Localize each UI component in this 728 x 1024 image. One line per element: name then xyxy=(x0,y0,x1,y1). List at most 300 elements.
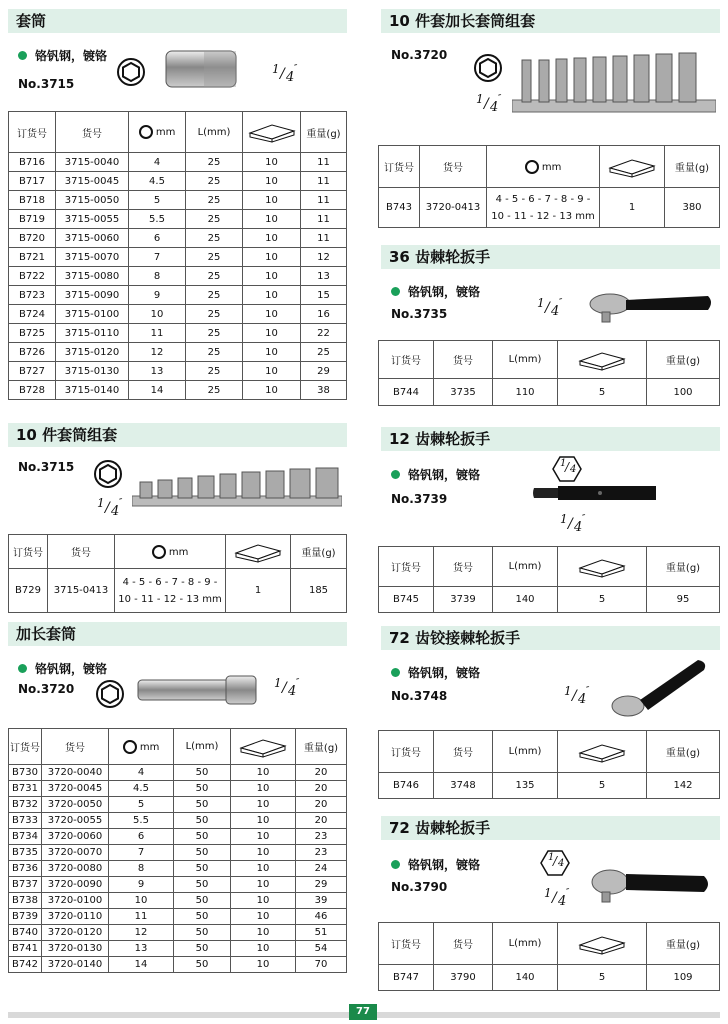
package-icon xyxy=(234,541,282,563)
cell: 25 xyxy=(186,267,243,286)
package-icon xyxy=(576,556,628,578)
col-order-no: 订货号 xyxy=(9,112,56,153)
cell: 3748 xyxy=(434,773,493,799)
cell: B734 xyxy=(9,829,42,845)
cell: B718 xyxy=(9,191,56,210)
hex-icon xyxy=(94,460,122,488)
cell: 23 xyxy=(296,845,347,861)
col-weight: 重量(g) xyxy=(296,729,347,765)
cell: B733 xyxy=(9,813,42,829)
cell: 3720-0110 xyxy=(42,909,109,925)
cell: 6 xyxy=(129,229,186,248)
col-item-no: 货号 xyxy=(420,146,487,188)
cell: 5.5 xyxy=(129,210,186,229)
socket-image xyxy=(160,45,242,93)
cell: 25 xyxy=(186,210,243,229)
cell: 10 xyxy=(231,829,296,845)
ratchet-12-image xyxy=(530,480,660,506)
cell: B719 xyxy=(9,210,56,229)
cell: 3715-0055 xyxy=(56,210,129,229)
cell: 3720-0140 xyxy=(42,957,109,973)
longset-table xyxy=(378,145,720,228)
cell: 10 xyxy=(243,153,301,172)
cell: 10 xyxy=(243,191,301,210)
cell: 22 xyxy=(301,324,347,343)
cell: 20 xyxy=(296,797,347,813)
table-row xyxy=(9,267,347,286)
cell: 5 xyxy=(558,965,647,991)
cell: 12 xyxy=(301,248,347,267)
col-order-no: 订货号 xyxy=(9,729,42,765)
cell: B723 xyxy=(9,286,56,305)
cell: B745 xyxy=(379,587,434,613)
cell: 7 xyxy=(109,845,174,861)
material-text: 铬钒钢，镀铬 xyxy=(35,662,108,676)
col-pack xyxy=(226,535,291,569)
col-item-no: 货号 xyxy=(56,112,129,153)
cell: B737 xyxy=(9,877,42,893)
drive-size-set10: 1 / 4 ″ xyxy=(97,496,123,519)
cell: 20 xyxy=(296,765,347,781)
cell: 24 xyxy=(296,861,347,877)
cell: B736 xyxy=(9,861,42,877)
ratchet-72-image xyxy=(590,864,714,906)
bullet-icon xyxy=(391,860,400,869)
cell: 50 xyxy=(174,813,231,829)
cell: 50 xyxy=(174,909,231,925)
cell: 54 xyxy=(296,941,347,957)
cell: 16 xyxy=(301,305,347,324)
cell: 3715-0140 xyxy=(56,381,129,400)
cell: 14 xyxy=(129,381,186,400)
col-order-no: 订货号 xyxy=(379,341,434,379)
cell: 11 xyxy=(109,909,174,925)
cell: 3720-0070 xyxy=(42,845,109,861)
material-r12 xyxy=(391,466,480,483)
cell: B727 xyxy=(9,362,56,381)
r72h-table xyxy=(378,730,720,799)
cell: 25 xyxy=(186,381,243,400)
cell: 3720-0060 xyxy=(42,829,109,845)
cell: 11 xyxy=(301,172,347,191)
material-socket xyxy=(18,47,107,64)
table-row xyxy=(9,229,347,248)
cell: 3720-0120 xyxy=(42,925,109,941)
table-row xyxy=(9,861,347,877)
cell: 3715-0040 xyxy=(56,153,129,172)
drive-size-r72h: 1 / 4 ″ xyxy=(564,684,590,707)
cell: 10 xyxy=(231,797,296,813)
r12-table xyxy=(378,546,720,613)
model-number-r12: No.3739 xyxy=(391,492,448,506)
cell: 46 xyxy=(296,909,347,925)
table-row xyxy=(9,381,347,400)
cell: 25 xyxy=(186,362,243,381)
col-length: L(mm) xyxy=(493,923,558,965)
cell: 10 xyxy=(243,343,301,362)
cell: 1 xyxy=(600,188,665,228)
section-title-r72h: 72 齿铰接棘轮扳手 xyxy=(381,626,720,650)
cell: 51 xyxy=(296,925,347,941)
col-length: L(mm) xyxy=(493,731,558,773)
cell: 9 xyxy=(109,877,174,893)
cell: B740 xyxy=(9,925,42,941)
cell: 3790 xyxy=(434,965,493,991)
package-icon xyxy=(576,741,628,763)
cell: 3720-0050 xyxy=(42,797,109,813)
cell: 70 xyxy=(296,957,347,973)
drive-size-r12: 1 / 4 ″ xyxy=(560,512,586,535)
cell: B725 xyxy=(9,324,56,343)
drive-size-r72: 1 / 4 ″ xyxy=(544,886,570,909)
bullet-icon xyxy=(18,664,27,673)
r36-table xyxy=(378,340,720,406)
cell: 20 xyxy=(296,813,347,829)
cell: 380 xyxy=(665,188,720,228)
cell: 23 xyxy=(296,829,347,845)
cell: 3720-0040 xyxy=(42,765,109,781)
size-line-1: 4 - 5 - 6 - 7 - 8 - 9 - xyxy=(495,193,591,205)
table-row xyxy=(9,797,347,813)
material-text: 铬钒钢，镀铬 xyxy=(408,285,481,299)
cell: 3720-0100 xyxy=(42,893,109,909)
cell: 25 xyxy=(186,248,243,267)
cell: 3720-0090 xyxy=(42,877,109,893)
cell: 95 xyxy=(647,587,720,613)
cell: 185 xyxy=(291,569,347,613)
cell: 3715-0070 xyxy=(56,248,129,267)
table-row xyxy=(9,941,347,957)
cell: 100 xyxy=(647,379,720,406)
table-row xyxy=(9,172,347,191)
cell: 10 xyxy=(231,781,296,797)
cell: B742 xyxy=(9,957,42,973)
cell: 9 xyxy=(129,286,186,305)
cell: 50 xyxy=(174,957,231,973)
col-weight: 重量(g) xyxy=(647,341,720,379)
drive-size-badge-r72: 1 / 4 xyxy=(548,852,565,869)
col-pack xyxy=(558,731,647,773)
cell: 5 xyxy=(109,797,174,813)
cell: 6 xyxy=(109,829,174,845)
cell: 29 xyxy=(296,877,347,893)
col-length: L(mm) xyxy=(174,729,231,765)
cell: B739 xyxy=(9,909,42,925)
cell: 142 xyxy=(647,773,720,799)
col-weight: 重量(g) xyxy=(291,535,347,569)
r72-table xyxy=(378,922,720,991)
col-length: L(mm) xyxy=(186,112,243,153)
cell: 3715-0090 xyxy=(56,286,129,305)
cell: 3720-0055 xyxy=(42,813,109,829)
material-text: 铬钒钢，镀铬 xyxy=(408,468,481,482)
material-r36 xyxy=(391,283,480,300)
model-number-socket: No.3715 xyxy=(18,77,75,91)
cell: 10 xyxy=(231,877,296,893)
cell: 10 xyxy=(231,909,296,925)
cell: 3720-0045 xyxy=(42,781,109,797)
socket-size-icon xyxy=(123,740,137,754)
cell: 5 xyxy=(558,773,647,799)
col-size: mm xyxy=(129,112,186,153)
cell: 10 xyxy=(243,324,301,343)
cell: 25 xyxy=(301,343,347,362)
col-weight: 重量(g) xyxy=(647,731,720,773)
cell: 11 xyxy=(301,229,347,248)
table-row xyxy=(9,286,347,305)
package-icon xyxy=(608,156,656,178)
drive-size-r36: 1 / 4 ″ xyxy=(537,296,563,319)
col-weight: 重量(g) xyxy=(647,923,720,965)
bullet-icon xyxy=(391,287,400,296)
col-order-no: 订货号 xyxy=(379,547,434,587)
socket-set-image xyxy=(132,466,342,508)
cell: 10 xyxy=(243,362,301,381)
model-number-r72: No.3790 xyxy=(391,880,448,894)
cell: B729 xyxy=(9,569,48,613)
drive-size-badge-r12: 1 / 4 xyxy=(560,458,577,475)
cell: 4 xyxy=(109,765,174,781)
material-text: 铬钒钢，镀铬 xyxy=(408,858,481,872)
cell: 140 xyxy=(493,965,558,991)
cell: B743 xyxy=(379,188,420,228)
material-text: 铬钒钢，镀铬 xyxy=(35,49,108,63)
table-row xyxy=(9,957,347,973)
table-row xyxy=(9,925,347,941)
material-text: 铬钒钢，镀铬 xyxy=(408,666,481,680)
cell: 50 xyxy=(174,829,231,845)
cell: 25 xyxy=(186,286,243,305)
col-pack xyxy=(600,146,665,188)
model-number-r36: No.3735 xyxy=(391,307,448,321)
cell: 50 xyxy=(174,781,231,797)
cell: 8 xyxy=(109,861,174,877)
col-pack xyxy=(243,112,301,153)
cell: 10 xyxy=(243,286,301,305)
hex-icon xyxy=(96,680,124,708)
cell: 3715-0100 xyxy=(56,305,129,324)
cell: 11 xyxy=(129,324,186,343)
cell: 3715-0045 xyxy=(56,172,129,191)
cell: 3715-0130 xyxy=(56,362,129,381)
cell: 10 xyxy=(231,813,296,829)
cell: 1 xyxy=(226,569,291,613)
table-row xyxy=(9,362,347,381)
cell: 3715-0413 xyxy=(48,569,115,613)
table-row xyxy=(9,324,347,343)
section-title-r36: 36 齿棘轮扳手 xyxy=(381,245,720,269)
section-title-r12: 12 齿棘轮扳手 xyxy=(381,427,720,451)
cell: 50 xyxy=(174,941,231,957)
set10-table xyxy=(8,534,347,613)
section-title-r72: 72 齿棘轮扳手 xyxy=(381,816,720,840)
ratchet-36-image xyxy=(588,290,714,330)
cell: 39 xyxy=(296,893,347,909)
col-item-no: 货号 xyxy=(434,923,493,965)
cell: B731 xyxy=(9,781,42,797)
table-row xyxy=(9,248,347,267)
cell: 4.5 xyxy=(109,781,174,797)
col-item-no: 货号 xyxy=(434,547,493,587)
cell: 3720-0413 xyxy=(420,188,487,228)
model-number-longset: No.3720 xyxy=(391,48,448,62)
cell: B744 xyxy=(379,379,434,406)
socket-table xyxy=(8,111,347,400)
cell: 5 xyxy=(558,379,647,406)
col-order-no: 订货号 xyxy=(379,731,434,773)
col-pack xyxy=(231,729,296,765)
cell: 50 xyxy=(174,861,231,877)
table-row xyxy=(9,781,347,797)
cell: 5 xyxy=(129,191,186,210)
cell: 50 xyxy=(174,893,231,909)
cell: 3720-0130 xyxy=(42,941,109,957)
cell: 3715-0050 xyxy=(56,191,129,210)
cell: 29 xyxy=(301,362,347,381)
cell: 25 xyxy=(186,229,243,248)
model-number-set10: No.3715 xyxy=(18,460,75,474)
socket-size-icon xyxy=(525,160,539,174)
col-order-no: 订货号 xyxy=(9,535,48,569)
cell: B741 xyxy=(9,941,42,957)
cell: B716 xyxy=(9,153,56,172)
table-row xyxy=(9,765,347,781)
cell: 10 xyxy=(231,957,296,973)
col-weight: 重量(g) xyxy=(647,547,720,587)
col-size: mm xyxy=(115,535,226,569)
cell: B730 xyxy=(9,765,42,781)
cell: 7 xyxy=(129,248,186,267)
cell: 25 xyxy=(186,153,243,172)
col-order-no: 订货号 xyxy=(379,146,420,188)
col-item-no: 货号 xyxy=(42,729,109,765)
cell: 50 xyxy=(174,797,231,813)
package-icon xyxy=(248,121,296,143)
cell: 50 xyxy=(174,765,231,781)
material-long xyxy=(18,660,107,677)
col-weight: 重量(g) xyxy=(301,112,347,153)
cell: B746 xyxy=(379,773,434,799)
cell: 38 xyxy=(301,381,347,400)
cell: 3715-0080 xyxy=(56,267,129,286)
cell: 5.5 xyxy=(109,813,174,829)
cell: 10 xyxy=(243,172,301,191)
cell: 12 xyxy=(129,343,186,362)
drive-size-socket: 1 / 4 ″ xyxy=(272,62,298,85)
cell: B738 xyxy=(9,893,42,909)
cell xyxy=(487,188,600,228)
cell: 10 xyxy=(243,229,301,248)
cell: 140 xyxy=(493,587,558,613)
cell: 3739 xyxy=(434,587,493,613)
cell: 10 xyxy=(231,893,296,909)
cell: 50 xyxy=(174,877,231,893)
table-row xyxy=(9,305,347,324)
section-title-socket: 套筒 xyxy=(8,9,347,33)
size-line-2: 10 - 11 - 12 - 13 mm xyxy=(491,210,595,222)
drive-size-long: 1 / 4 ″ xyxy=(274,676,300,699)
cell: 10 xyxy=(243,210,301,229)
size-line-1: 4 - 5 - 6 - 7 - 8 - 9 - xyxy=(122,576,218,588)
cell: 10 xyxy=(243,248,301,267)
cell: B732 xyxy=(9,797,42,813)
cell: 4.5 xyxy=(129,172,186,191)
section-title-longset: 10 件套加长套筒组套 xyxy=(381,9,720,33)
cell: B722 xyxy=(9,267,56,286)
ratchet-72h-image xyxy=(610,656,710,722)
cell: 10 xyxy=(243,267,301,286)
col-pack xyxy=(558,923,647,965)
drive-size-longset: 1 / 4 ″ xyxy=(476,92,502,115)
cell: 11 xyxy=(301,210,347,229)
cell: 25 xyxy=(186,191,243,210)
cell: 10 xyxy=(243,381,301,400)
cell xyxy=(115,569,226,613)
cell: B724 xyxy=(9,305,56,324)
socket-size-icon xyxy=(139,125,153,139)
col-order-no: 订货号 xyxy=(379,923,434,965)
table-row xyxy=(9,829,347,845)
cell: 11 xyxy=(301,153,347,172)
cell: B747 xyxy=(379,965,434,991)
cell: 4 xyxy=(129,153,186,172)
long-socket-set-image xyxy=(512,52,716,114)
cell: 110 xyxy=(493,379,558,406)
cell: B721 xyxy=(9,248,56,267)
cell: 13 xyxy=(301,267,347,286)
bullet-icon xyxy=(18,51,27,60)
cell: 10 xyxy=(231,765,296,781)
section-title-long: 加长套筒 xyxy=(8,622,347,646)
col-pack xyxy=(558,547,647,587)
cell: B720 xyxy=(9,229,56,248)
size-line-2: 10 - 11 - 12 - 13 mm xyxy=(118,593,222,605)
table-row xyxy=(9,893,347,909)
table-row xyxy=(9,845,347,861)
cell: 109 xyxy=(647,965,720,991)
package-icon xyxy=(576,349,628,371)
col-item-no: 货号 xyxy=(434,341,493,379)
cell: 25 xyxy=(186,172,243,191)
table-row xyxy=(9,813,347,829)
cell: 12 xyxy=(109,925,174,941)
cell: 135 xyxy=(493,773,558,799)
material-r72 xyxy=(391,856,480,873)
col-weight: 重量(g) xyxy=(665,146,720,188)
model-number-r72h: No.3748 xyxy=(391,689,448,703)
col-pack xyxy=(558,341,647,379)
section-title-set10: 10 件套筒组套 xyxy=(8,423,347,447)
col-size: mm xyxy=(487,146,600,188)
table-row xyxy=(9,877,347,893)
hex-icon xyxy=(474,54,502,82)
cell: B717 xyxy=(9,172,56,191)
cell: 50 xyxy=(174,845,231,861)
cell: 3735 xyxy=(434,379,493,406)
table-row xyxy=(9,343,347,362)
bullet-icon xyxy=(391,668,400,677)
cell: 10 xyxy=(231,925,296,941)
col-item-no: 货号 xyxy=(434,731,493,773)
cell: 10 xyxy=(243,305,301,324)
cell: 3720-0080 xyxy=(42,861,109,877)
cell: 13 xyxy=(109,941,174,957)
col-item-no: 货号 xyxy=(48,535,115,569)
cell: 8 xyxy=(129,267,186,286)
cell: 20 xyxy=(296,781,347,797)
hex-icon xyxy=(117,58,145,86)
material-r72h xyxy=(391,664,480,681)
